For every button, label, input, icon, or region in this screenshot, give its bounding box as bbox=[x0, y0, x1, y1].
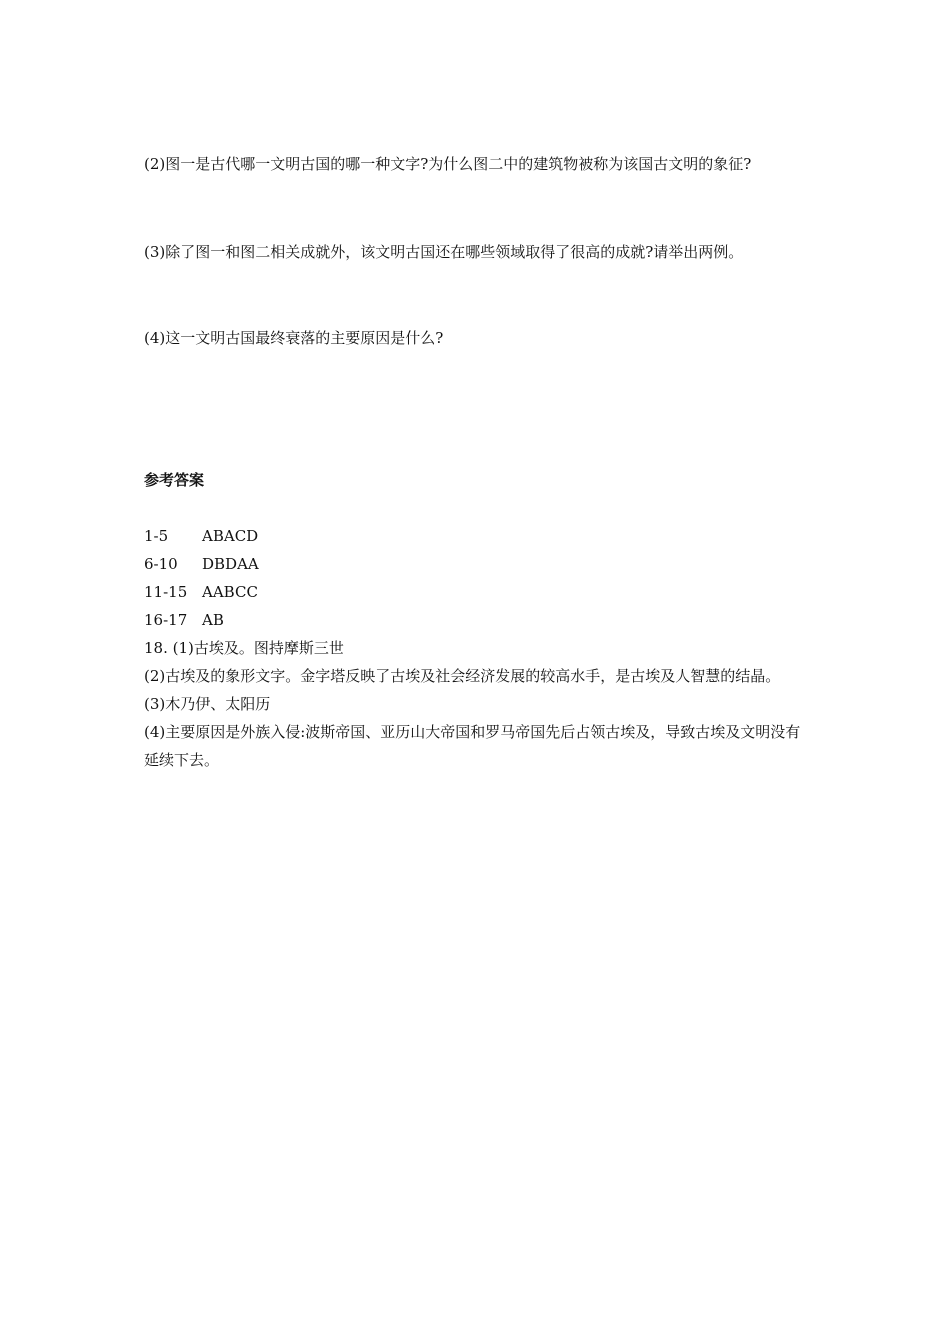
mc-answer-row bbox=[144, 550, 814, 578]
answer-list bbox=[144, 522, 814, 774]
question-2: (2)图一是古代哪一文明古国的哪一种文字?为什么图二中的建筑物被称为该国古文明的象征? bbox=[144, 155, 752, 173]
mc-keys: ABACD bbox=[202, 527, 259, 545]
q18-answer-part2: (2)古埃及的象形文字。金字塔反映了古埃及社会经济发展的较高水手，是古埃及人智慧的结晶。 bbox=[144, 667, 781, 685]
q18-answer-part3: (3)木乃伊、太阳历 bbox=[144, 695, 271, 713]
mc-range: 6-10 bbox=[144, 555, 178, 573]
mc-range: 1-5 bbox=[144, 527, 169, 545]
mc-range: 16-17 bbox=[144, 611, 188, 629]
mc-keys: DBDAA bbox=[202, 555, 259, 573]
q18-answer-part1: 18. (1)古埃及。图持摩斯三世 bbox=[144, 639, 344, 657]
answer-section-title: 参考答案 bbox=[144, 471, 205, 489]
mc-answer-row bbox=[144, 578, 814, 606]
mc-keys: AB bbox=[202, 611, 224, 629]
mc-range: 11-15 bbox=[144, 583, 188, 601]
q18-answer-part4: (4)主要原因是外族入侵:波斯帝国、亚历山大帝国和罗马帝国先后占领古埃及，导致古埃及文明没有延续下去。 bbox=[144, 723, 801, 769]
question-3: (3)除了图一和图二相关成就外，该文明古国还在哪些领域取得了很高的成就?请举出两例。 bbox=[144, 243, 744, 261]
mc-keys: AABCC bbox=[202, 583, 258, 601]
question-4: (4)这一文明古国最终衰落的主要原因是什么? bbox=[144, 329, 444, 347]
mc-answer-row bbox=[144, 606, 814, 634]
mc-answer-row bbox=[144, 522, 814, 550]
